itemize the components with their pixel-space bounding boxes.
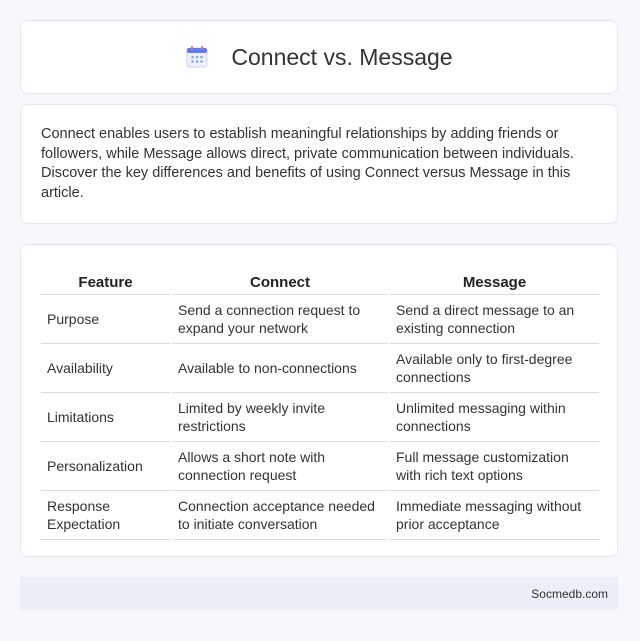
row-feature-cell: Personalization <box>41 442 170 491</box>
row-connect-cell: Available to non-connections <box>172 344 388 393</box>
table-row <box>41 295 599 344</box>
header-feature: Feature <box>41 265 170 295</box>
row-feature-cell: Response Expectation <box>41 491 170 540</box>
row-feature-cell: Limitations <box>41 393 170 442</box>
intro-card <box>20 104 618 224</box>
table-row <box>41 491 599 540</box>
table-row <box>41 344 599 393</box>
header-message: Message <box>390 265 599 295</box>
row-message-cell: Available only to first-degree connections <box>390 344 599 393</box>
row-connect-cell: Send a connection request to expand your network <box>172 295 388 344</box>
row-connect-cell: Allows a short note with connection request <box>172 442 388 491</box>
table-row <box>41 393 599 442</box>
row-feature-cell: Purpose <box>41 295 170 344</box>
calendar-icon <box>185 45 209 69</box>
page-title: Connect vs. Message <box>231 43 453 70</box>
table-row <box>41 442 599 491</box>
comparison-table <box>39 265 601 540</box>
footer-site-link[interactable]: Socmedb.com <box>531 586 608 601</box>
row-message-cell: Full message customization with rich text options <box>390 442 599 491</box>
row-message-cell: Unlimited messaging within connections <box>390 393 599 442</box>
row-connect-cell: Connection acceptance needed to initiate conversation <box>172 491 388 540</box>
header-connect: Connect <box>172 265 388 295</box>
comparison-card <box>20 244 618 557</box>
row-connect-cell: Limited by weekly invite restrictions <box>172 393 388 442</box>
row-message-cell: Send a direct message to an existing connection <box>390 295 599 344</box>
table-header-row <box>41 265 599 295</box>
intro-paragraph: Connect enables users to establish meaningful relationships by adding friends or followers, while Message allows direct, private communication between individuals. Discover the key differences and benefits of using Connect versus Message in this article. <box>41 126 574 201</box>
footer <box>20 577 618 610</box>
row-message-cell: Immediate messaging without prior acceptance <box>390 491 599 540</box>
title-card <box>20 20 618 94</box>
row-feature-cell: Availability <box>41 344 170 393</box>
